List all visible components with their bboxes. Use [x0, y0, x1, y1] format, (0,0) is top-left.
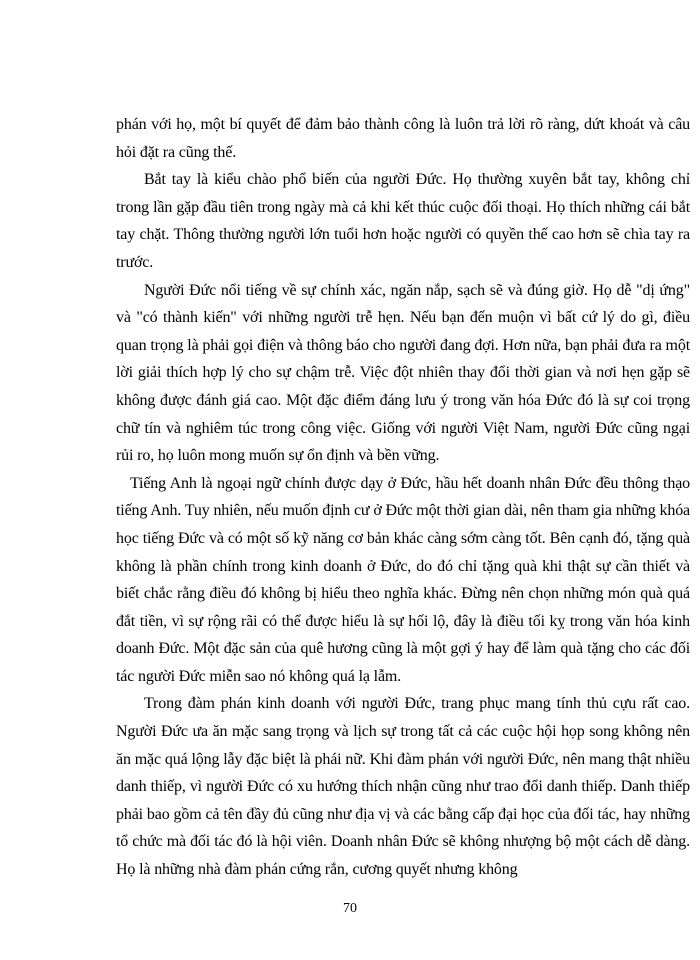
paragraph-language-gifts: Tiếng Anh là ngoại ngữ chính được dạy ở Đức, hầu hết doanh nhân Đức đều thông thạo tiếng Anh. Tuy nhiên, nếu muốn định cư ở Đức một thời gian dài, nên tham gia những khóa học tiếng Đức và có một số kỹ năng cơ bản khác càng sớm càng tốt. Bên cạnh đó, tặng quà không là phần chính trong kinh doanh ở Đức, do đó chỉ tặng quà khi thật sự cần thiết và biết chắc rằng điều đó không bị hiểu theo nghĩa khác. Đừng nên chọn những món quà quá đắt tiền, vì sự rộng rãi có thể được hiểu là sự hối lộ, đây là điều tối kỵ trong văn hóa kinh doanh Đức. Một đặc sản của quê hương cũng là một gợi ý hay để làm quà tặng cho các đối tác người Đức miễn sao nó không quá lạ lẫm.	[116, 474, 690, 685]
paragraph-handshake: Bắt tay là kiểu chào phổ biến của người Đức. Họ thường xuyên bắt tay, không chỉ trong lần gặp đầu tiên trong ngày mà cả khi kết thúc cuộc đối thoại. Họ thích những cái bắt tay chặt. Thông thường người lớn tuổi hơn hoặc người có quyền thế cao hơn sẽ chìa tay ra trước.	[116, 171, 690, 271]
document-body	[116, 111, 690, 884]
page-number: 70	[343, 901, 357, 916]
paragraph-continuation: phán với họ, một bí quyết để đảm bảo thành công là luôn trả lời rõ ràng, dứt khoát và câu hỏi đặt ra cũng thế.	[116, 116, 690, 161]
paragraph-dress-business-cards: Trong đàm phán kinh doanh với người Đức, trang phục mang tính thủ cựu rất cao. Người Đức ưa ăn mặc sang trọng và lịch sự trong tất cả các cuộc hội họp song không nên ăn mặc quá lộng lẫy đặc biệt là phái nữ. Khi đàm phán với người Đức, nên mang thật nhiều danh thiếp, vì người Đức có xu hướng thích nhận cũng như trao đổi danh thiếp. Danh thiếp phải bao gồm cả tên đầy đủ cũng như địa vị và các bằng cấp đại học của đối tác, hay những tổ chức mà đối tác đó là hội viên. Doanh nhân Đức sẽ không nhượng bộ một cách dễ dàng. Họ là những nhà đàm phán cứng rắn, cương quyết nhưng không	[116, 695, 690, 879]
paragraph-punctuality: Người Đức nổi tiếng về sự chính xác, ngăn nắp, sạch sẽ và đúng giờ. Họ dễ "dị ứng" và "có thành kiến" với những người trễ hẹn. Nếu bạn đến muộn vì bất cứ lý do gì, điều quan trọng là phải gọi điện và thông báo cho người đang đợi. Hơn nữa, bạn phải đưa ra một lời giải thích hợp lý cho sự chậm trễ. Việc đột nhiên thay đổi thời gian và nơi hẹn gặp sẽ không được đánh giá cao. Một đặc điểm đáng lưu ý trong văn hóa Đức đó là sự coi trọng chữ tín và nghiêm túc trong công việc. Giống với người Việt Nam, người Đức cũng ngại rủi ro, họ luôn mong muốn sự ổn định và bền vững.	[116, 281, 690, 465]
